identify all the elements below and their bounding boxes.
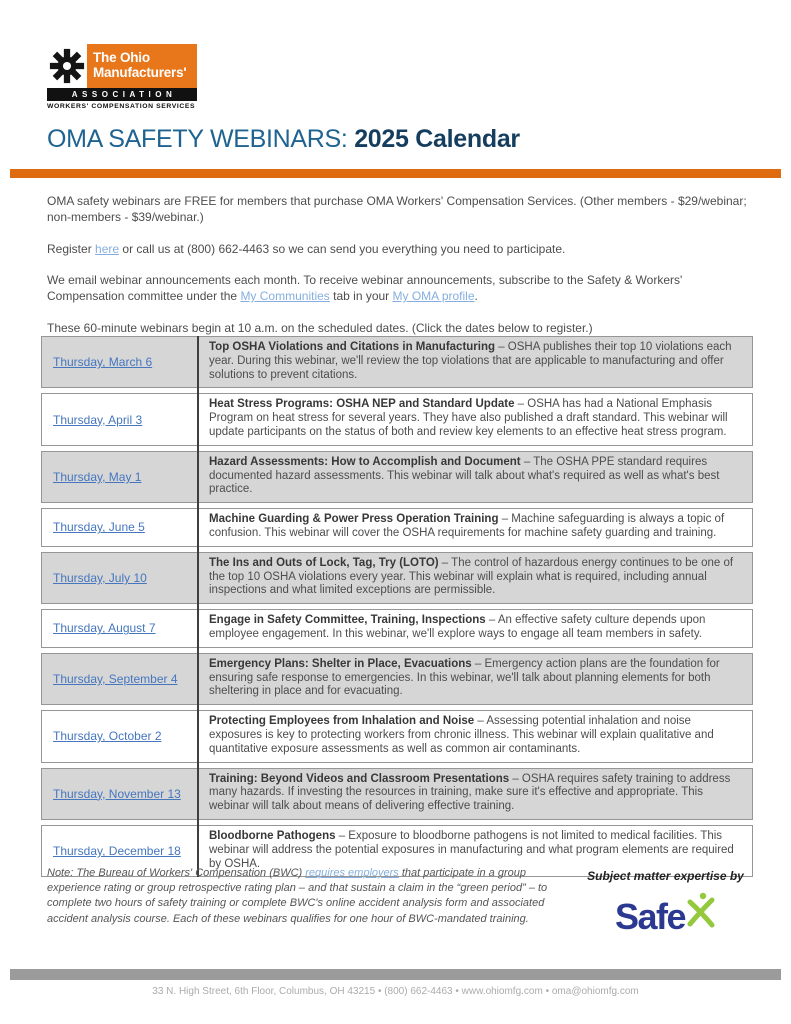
webinar-date-cell bbox=[42, 452, 198, 502]
webinar-description-cell bbox=[198, 654, 752, 704]
intro-paragraph-announcements bbox=[47, 272, 755, 305]
webinar-table-body bbox=[41, 336, 753, 877]
webinar-title: Engage in Safety Committee, Training, Inspections bbox=[209, 614, 486, 627]
logo-org-name bbox=[87, 44, 197, 88]
webinar-title: Bloodborne Pathogens bbox=[209, 829, 336, 842]
webinar-title: Training: Beyond Videos and Classroom Presentations bbox=[209, 772, 510, 785]
webinar-description: – Assessing potential inhalation and noise exposures is key to protecting workers from chronic illness. This webinar will explain qualitative and quantitative exposure assessments as well as common air contaminants. bbox=[209, 715, 714, 755]
webinar-date-link[interactable]: Thursday, April 3 bbox=[53, 412, 143, 427]
webinar-description-cell bbox=[198, 452, 752, 502]
table-row bbox=[41, 508, 753, 547]
safex-wordmark: Safe bbox=[614, 895, 686, 937]
register-here-link[interactable]: here bbox=[95, 241, 120, 256]
my-communities-link[interactable]: My Communities bbox=[240, 289, 330, 304]
webinar-description: – OSHA publishes their top 10 violations each year. During this webinar, we'll review the top violations that are applicable to manufacturing and offer solutions to prevent citations. bbox=[209, 341, 732, 381]
webinar-description-cell bbox=[198, 509, 752, 546]
webinar-title: The Ins and Outs of Lock, Tag, Try (LOTO) bbox=[209, 556, 439, 569]
webinar-date-link[interactable]: Thursday, November 13 bbox=[53, 786, 181, 801]
logo-org-line1: The Ohio bbox=[93, 50, 150, 66]
intro-section bbox=[47, 193, 755, 351]
safex-section bbox=[578, 869, 753, 937]
webinar-date-cell bbox=[42, 394, 198, 444]
webinar-date-cell bbox=[42, 654, 198, 704]
register-text-before: Register bbox=[47, 241, 96, 256]
oma-logo bbox=[47, 44, 197, 110]
webinar-title: Emergency Plans: Shelter in Place, Evacuations bbox=[209, 657, 472, 670]
webinar-date-link[interactable]: Thursday, July 10 bbox=[53, 570, 147, 585]
webinar-date-cell bbox=[42, 711, 198, 761]
webinar-date-cell bbox=[42, 553, 198, 603]
accent-divider-bar bbox=[10, 169, 781, 178]
logo-association-bar: ASSOCIATION bbox=[47, 88, 197, 101]
bwc-note bbox=[47, 866, 552, 927]
webinar-description: – An effective safety culture depends upon employee engagement. In this webinar, we'll explore ways to engage all team members in safety. bbox=[209, 614, 706, 640]
webinar-description: – OSHA requires safety training to address many hazards. If investing the resources in training, make sure it's effective and appropriate. This webinar will talk about means of delivering effective training. bbox=[209, 772, 731, 813]
webinar-date-link[interactable]: Thursday, September 4 bbox=[53, 671, 178, 686]
webinar-description: – Machine safeguarding is always a topic of confusion. This webinar will cover the OSHA requirements for machine safety guarding and training. bbox=[209, 513, 725, 539]
safex-logo bbox=[578, 892, 753, 937]
table-row bbox=[41, 393, 753, 445]
logo-services-line: WORKERS' COMPENSATION SERVICES bbox=[47, 103, 196, 110]
page-title-prefix: OMA SAFETY WEBINARS: bbox=[47, 125, 355, 153]
webinar-date-link[interactable]: Thursday, October 2 bbox=[53, 729, 162, 744]
table-row bbox=[41, 552, 753, 604]
webinar-description-cell bbox=[198, 769, 752, 819]
logo-org-line2: Manufacturers' bbox=[93, 65, 187, 80]
webinar-date-link[interactable]: Thursday, June 5 bbox=[53, 520, 145, 535]
webinar-date-link[interactable]: Thursday, May 1 bbox=[53, 469, 142, 484]
page-title bbox=[47, 125, 520, 154]
webinar-description-cell bbox=[198, 553, 752, 603]
announcements-text-mid: tab in your bbox=[329, 289, 393, 304]
note-text-before: Note: The Bureau of Workers' Compensation (BWC) bbox=[47, 867, 306, 879]
webinar-description-cell bbox=[198, 394, 752, 444]
webinar-date-cell bbox=[42, 509, 198, 546]
footer-address: 33 N. High Street, 6th Floor, Columbus, OH 43215 • (800) 662-4463 • www.ohiomfg.com • oma@ohiomfg.com bbox=[152, 986, 639, 997]
webinar-date-cell bbox=[42, 769, 198, 819]
announcements-text-before: We email webinar announcements each month. To receive webinar announcements, subscribe to the Safety & Workers' Compensation committee under the bbox=[47, 272, 683, 304]
table-row bbox=[41, 768, 753, 820]
page-title-bold: 2025 Calendar bbox=[354, 125, 520, 153]
safex-figure-icon bbox=[686, 892, 716, 933]
note-text-after: that participate in a group experience rating or group retrospective rating plan – and that sustain a claim in the “green period” – to complete two hours of safety training or complete BWC's online accident analysis form and associated accident analysis course. Each of these webinars qualifies for one hour of BWC-mandated training. bbox=[47, 867, 548, 925]
webinar-description: – OSHA has had a National Emphasis Program on heat stress for several years. They have also published a draft standard. This webinar will update participants on the status of both and review key elements to an effective heat stress program. bbox=[209, 398, 728, 438]
webinar-title: Heat Stress Programs: OSHA NEP and Standard Update bbox=[209, 398, 515, 411]
table-row bbox=[41, 710, 753, 762]
webinar-title: Hazard Assessments: How to Accomplish and Document bbox=[209, 455, 521, 468]
announcements-text-after: . bbox=[474, 289, 478, 304]
webinar-title: Machine Guarding & Power Press Operation Training bbox=[209, 513, 499, 526]
intro-paragraph-pricing: OMA safety webinars are FREE for members that purchase OMA Workers' Compensation Services. (Other members - $29/webinar; non-members - $39/webinar.) bbox=[47, 194, 747, 225]
webinar-description-cell bbox=[198, 337, 752, 387]
safex-caption: Subject matter expertise by bbox=[587, 869, 744, 883]
webinar-date-link[interactable]: Thursday, August 7 bbox=[53, 621, 156, 636]
webinar-date-cell bbox=[42, 337, 198, 387]
table-row bbox=[41, 336, 753, 388]
webinar-title: Top OSHA Violations and Citations in Manufacturing bbox=[209, 341, 496, 353]
register-text-after: or call us at (800) 662-4463 so we can send you everything you need to participate. bbox=[119, 241, 566, 256]
webinar-date-link[interactable]: Thursday, December 18 bbox=[53, 844, 181, 859]
webinar-description: – The control of hazardous energy continues to be one of the top 10 OSHA violations every year. This webinar will explain what is required, including annual inspections and what limited exceptions are permissible. bbox=[209, 556, 734, 597]
webinar-description: – The OSHA PPE standard requires documented hazard assessments. This webinar will talk about what's required as well as what's best practice. bbox=[209, 455, 720, 496]
webinar-description: – Emergency action plans are the foundation for ensuring safe response to emergencies. In this webinar, we'll talk about planning elements for both sheltering in place and for evacuating. bbox=[209, 657, 720, 698]
webinar-date-cell bbox=[42, 610, 198, 647]
my-oma-profile-link[interactable]: My OMA profile bbox=[392, 289, 475, 304]
webinar-description: – Exposure to bloodborne pathogens is not limited to medical facilities. This webinar will address the potential exposures in manufacturing and what program elements are required by OSHA. bbox=[209, 829, 734, 870]
oma-logo-top bbox=[47, 44, 197, 88]
table-row bbox=[41, 653, 753, 705]
table-row bbox=[41, 451, 753, 503]
footer-bar bbox=[10, 969, 781, 980]
requires-employers-link[interactable]: requires employers bbox=[305, 867, 399, 879]
table-column-divider bbox=[197, 336, 199, 877]
gear-icon bbox=[47, 44, 87, 88]
webinar-date-link[interactable]: Thursday, March 6 bbox=[53, 355, 153, 370]
intro-paragraph-register bbox=[47, 241, 755, 257]
webinar-description-cell bbox=[198, 610, 752, 647]
webinar-description-cell bbox=[198, 711, 752, 761]
intro-paragraph-schedule: These 60-minute webinars begin at 10 a.m. on the scheduled dates. (Click the dates below to register.) bbox=[47, 320, 593, 335]
webinar-title: Protecting Employees from Inhalation and Noise bbox=[209, 715, 475, 728]
table-row bbox=[41, 609, 753, 648]
webinar-table bbox=[41, 336, 753, 882]
